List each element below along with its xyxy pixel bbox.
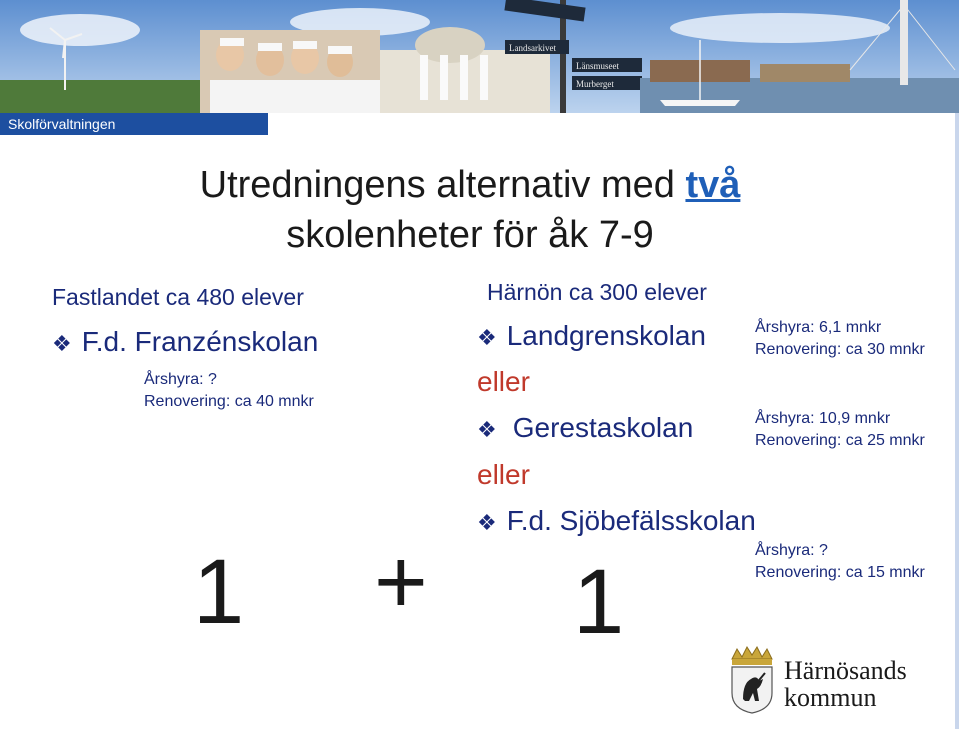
right-heading: Härnön ca 300 elever <box>487 279 707 305</box>
diamond-bullet-icon: ❖ <box>477 510 497 535</box>
right-school-2-name: Gerestaskolan <box>512 412 694 443</box>
diamond-bullet-icon: ❖ <box>477 325 497 350</box>
left-renovation: Renovering: ca 40 mnkr <box>144 393 314 410</box>
right-school-3-details <box>755 540 925 584</box>
right-school-3-renovation: Renovering: ca 15 mnkr <box>755 564 925 581</box>
municipality-logo <box>729 645 775 720</box>
department-label: Skolförvaltningen <box>8 116 116 132</box>
logo-line-1: Härnösands <box>784 656 907 685</box>
left-rent: Årshyra: ? <box>144 371 217 388</box>
right-school-2-details <box>755 408 925 452</box>
title-prefix: Utredningens alternativ med <box>199 164 686 206</box>
right-school-1 <box>477 320 706 352</box>
title-line-2: skolenheter för åk 7-9 <box>286 214 654 256</box>
left-school-name: F.d. Franzénskolan <box>81 326 319 357</box>
right-school-1-name: Landgrenskolan <box>506 320 707 351</box>
right-school-1-renovation: Renovering: ca 30 mnkr <box>755 341 925 358</box>
municipality-name <box>784 657 907 711</box>
left-details <box>144 369 314 413</box>
right-school-2 <box>477 412 693 444</box>
diamond-bullet-icon: ❖ <box>477 417 497 442</box>
sign-lansmuseet: Länsmuseet <box>576 61 619 71</box>
formula-right: 1 <box>573 551 625 653</box>
slide-edge <box>955 113 959 729</box>
or-label-2: eller <box>477 459 530 490</box>
banner-photo <box>0 0 959 113</box>
right-school-1-details <box>755 317 925 361</box>
sign-landsarkivet: Landsarkivet <box>509 43 556 53</box>
right-school-2-renovation: Renovering: ca 25 mnkr <box>755 432 925 449</box>
right-school-3-name: F.d. Sjöbefälsskolan <box>506 505 756 536</box>
right-school-2-rent: Årshyra: 10,9 mnkr <box>755 410 891 427</box>
formula-operator: + <box>374 531 428 633</box>
formula-left: 1 <box>193 541 245 643</box>
right-school-3-rent: Årshyra: ? <box>755 542 828 559</box>
slide-title <box>120 160 820 260</box>
right-school-1-rent: Årshyra: 6,1 mnkr <box>755 319 882 336</box>
header-banner <box>0 0 959 113</box>
or-label-1: eller <box>477 366 530 397</box>
coat-of-arms-icon <box>729 645 775 715</box>
left-school <box>52 326 318 358</box>
sign-murberget: Murberget <box>576 79 614 89</box>
diamond-bullet-icon: ❖ <box>52 331 72 356</box>
right-school-3 <box>477 505 756 537</box>
left-heading: Fastlandet ca 480 elever <box>52 284 304 310</box>
title-line-1 <box>120 160 820 210</box>
title-highlight: två <box>685 164 741 206</box>
department-bar <box>0 113 268 135</box>
logo-line-2: kommun <box>784 683 877 712</box>
